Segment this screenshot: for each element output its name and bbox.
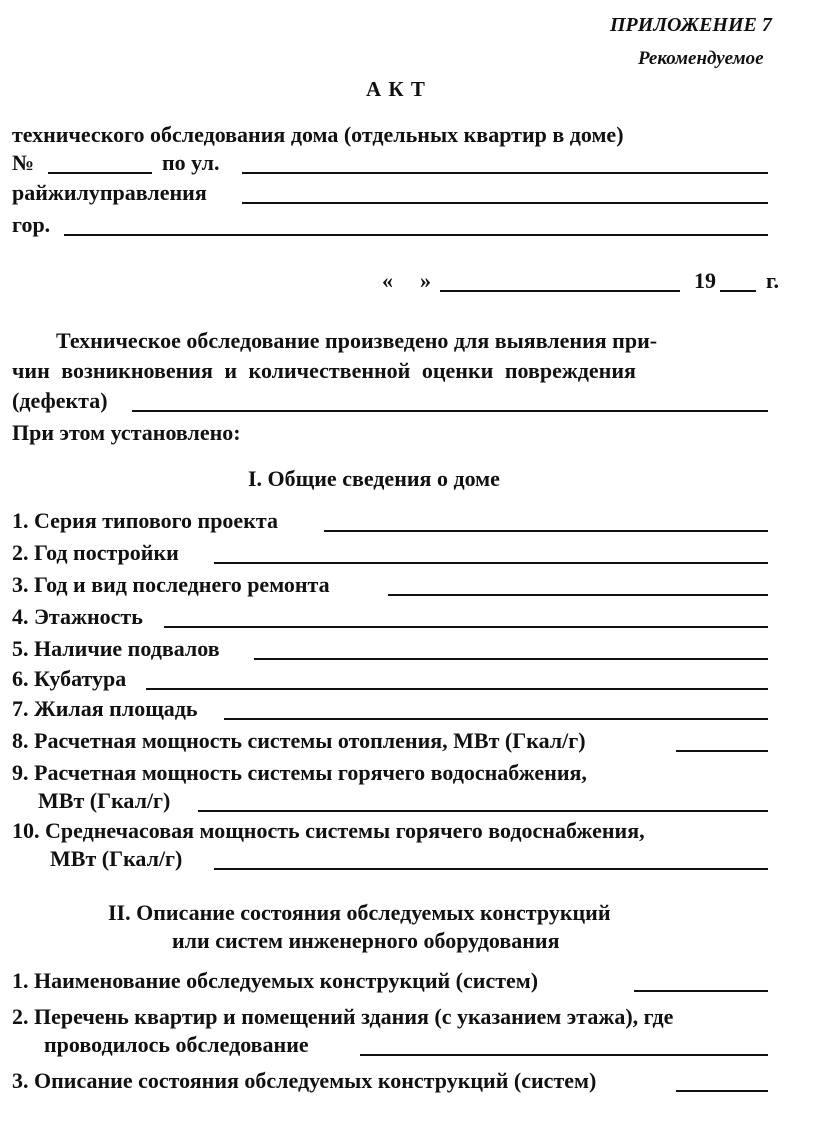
section-1-field[interactable] [324, 530, 768, 532]
year-field[interactable] [720, 290, 756, 292]
section-2-field[interactable] [634, 990, 768, 992]
appendix-label: ПРИЛОЖЕНИЕ 7 [610, 14, 772, 36]
section-1-field[interactable] [254, 658, 768, 660]
street-label: по ул. [162, 150, 220, 175]
city-label: гор. [12, 212, 51, 237]
section-2-title-line-1: II. Описание состояния обследуемых конструкций [108, 900, 611, 925]
section-1-item: 8. Расчетная мощность системы отопления, МВт (Гкал/г) [12, 728, 586, 753]
district-field[interactable] [242, 202, 768, 204]
section-1-field[interactable] [214, 562, 768, 564]
intro-line-1: Техническое обследование произведено для выявления при- [56, 328, 658, 353]
section-2-item-3: 3. Описание состояния обследуемых конструкций (систем) [12, 1068, 597, 1093]
section-1-field[interactable] [388, 594, 768, 596]
recommended-label: Рекомендуемое [638, 48, 764, 69]
district-label: райжилуправления [12, 180, 207, 205]
city-field[interactable] [64, 234, 768, 236]
act-subtitle: технического обследования дома (отдельных квартир в доме) [12, 122, 624, 147]
street-field[interactable] [242, 172, 768, 174]
section-1-field[interactable] [224, 718, 768, 720]
section-2-field[interactable] [676, 1090, 768, 1092]
section-1-item-9-line-1: 9. Расчетная мощность системы горячего водоснабжения, [12, 760, 587, 785]
section-1-field[interactable] [214, 868, 768, 870]
section-2-item-2-line-2: проводилось обследование [44, 1032, 309, 1057]
date-close-quote: » [420, 268, 431, 293]
section-2-item-2-line-1: 2. Перечень квартир и помещений здания (с указанием этажа), где [12, 1004, 674, 1029]
section-1-field[interactable] [146, 688, 768, 690]
section-2-item-1: 1. Наименование обследуемых конструкций (систем) [12, 968, 539, 993]
intro-line-3: (дефекта) [12, 388, 108, 413]
section-1-item: 6. Кубатура [12, 666, 127, 691]
section-1-item: 7. Жилая площадь [12, 696, 198, 721]
section-1-item: 1. Серия типового проекта [12, 508, 278, 533]
section-1-item: 3. Год и вид последнего ремонта [12, 572, 330, 597]
section-1-field[interactable] [164, 626, 768, 628]
established-label: При этом установлено: [12, 420, 241, 445]
section-1-item-10-line-2: МВт (Гкал/г) [50, 846, 183, 871]
section-1-item: 4. Этажность [12, 604, 143, 629]
number-field[interactable] [48, 172, 152, 174]
act-title: А К Т [366, 77, 426, 101]
section-1-item: 5. Наличие подвалов [12, 636, 220, 661]
section-1-title: I. Общие сведения о доме [248, 466, 500, 491]
section-2-title-line-2: или систем инженерного оборудования [172, 928, 560, 953]
date-open-quote: « [382, 268, 393, 293]
date-month-field[interactable] [440, 290, 680, 292]
section-2-field[interactable] [360, 1054, 768, 1056]
year-suffix: г. [766, 268, 780, 293]
year-prefix: 19 [694, 268, 716, 293]
intro-line-2: чин возникновения и количественной оценки повреждения [12, 358, 636, 383]
number-label: № [12, 150, 35, 175]
section-1-item: 2. Год постройки [12, 540, 179, 565]
section-1-item-10-line-1: 10. Среднечасовая мощность системы горячего водоснабжения, [12, 818, 645, 843]
defect-field[interactable] [132, 410, 768, 412]
section-1-item-9-line-2: МВт (Гкал/г) [38, 788, 171, 813]
section-1-field[interactable] [676, 750, 768, 752]
section-1-field[interactable] [198, 810, 768, 812]
